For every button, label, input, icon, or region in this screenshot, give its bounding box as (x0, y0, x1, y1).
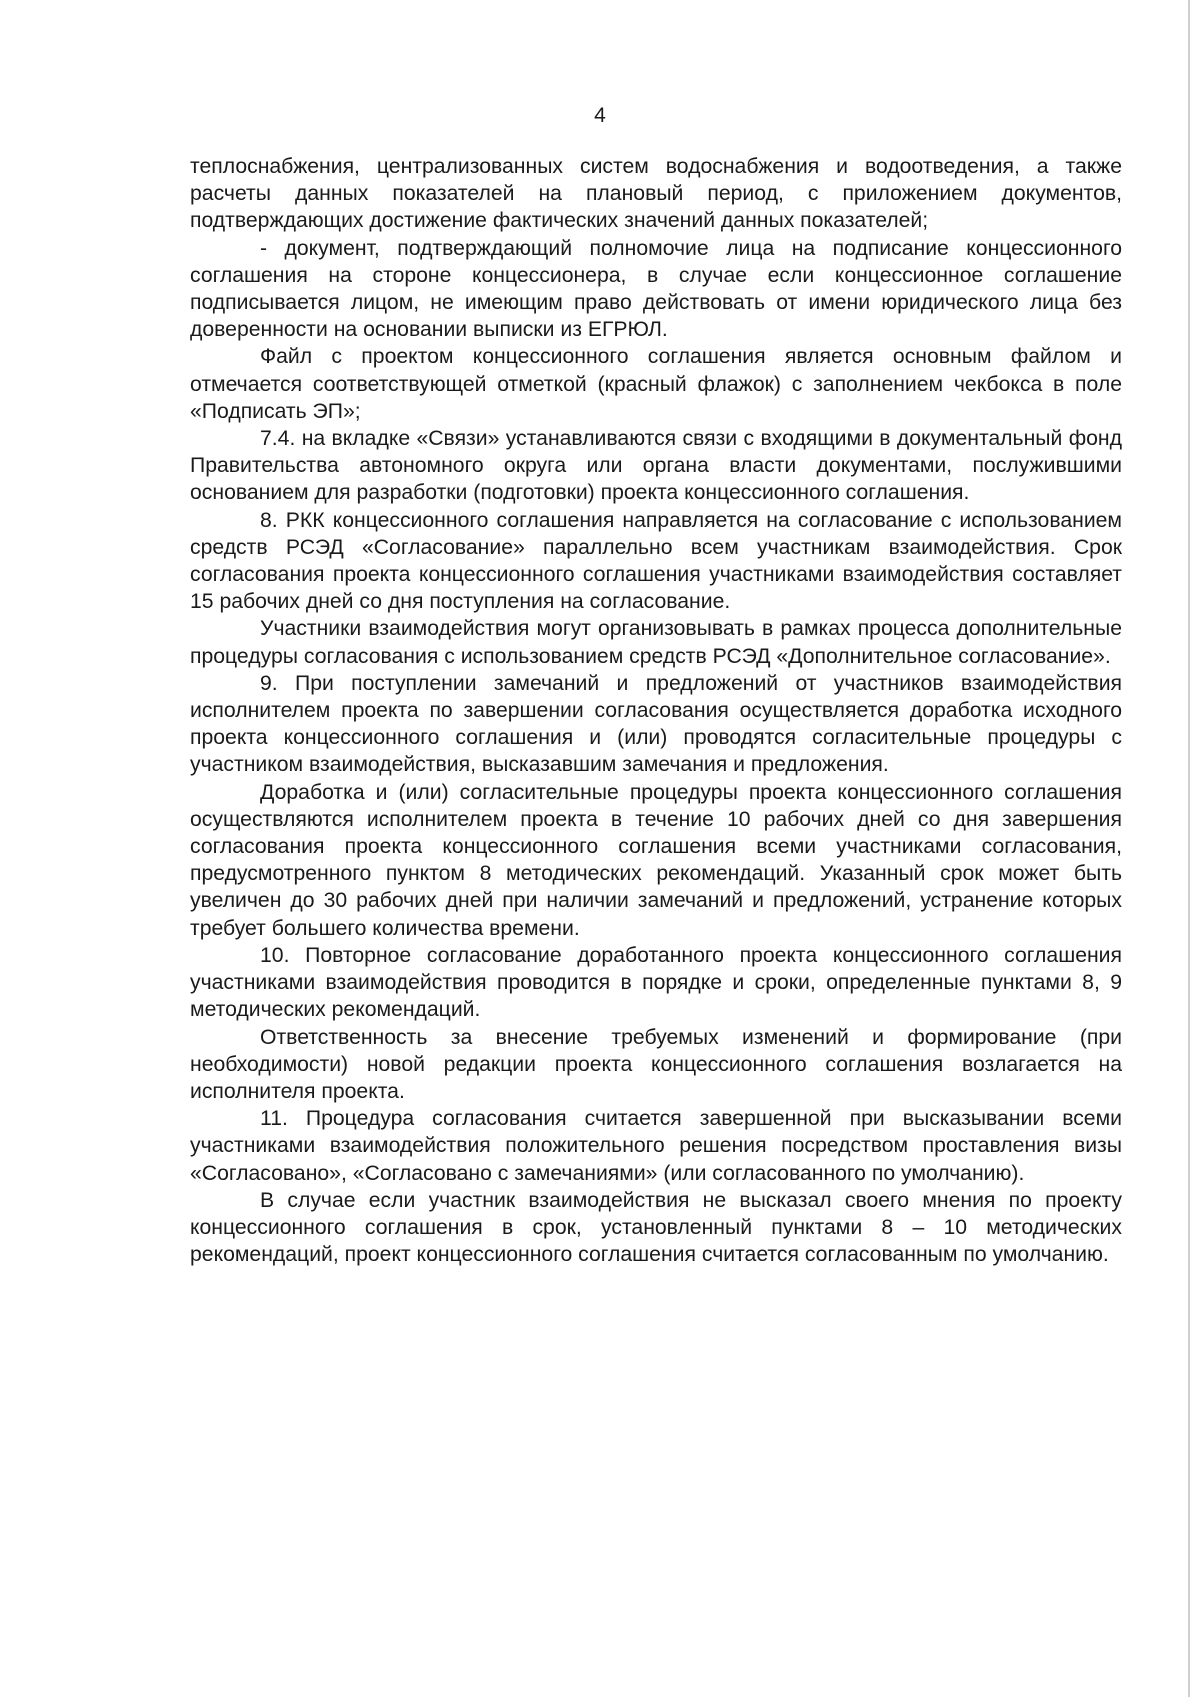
paragraph-10: 10. Повторное согласование доработанного проекта концессионного соглашения участниками взаимодействия проводится в порядке и сроки, определенные пунктами 8, 9 методических рекомендаций. (190, 943, 1122, 1022)
paragraph-8: 8. РКК концессионного соглашения направляется на согласование с использованием средств РСЭД «Согласование» параллельно всем участникам взаимодействия. Срок согласования проекта концессионного соглашения участниками взаимодействия составляет 15 рабочих дней со дня поступления на согласование. (190, 508, 1122, 614)
paragraph-responsibility: Ответственность за внесение требуемых изменений и формирование (при необходимости) новой редакции проекта концессионного соглашения возлагается на исполнителя проекта. (190, 1025, 1122, 1103)
scan-edge-line (1188, 0, 1190, 1697)
paragraph-9: 9. При поступлении замечаний и предложений от участников взаимодействия исполнителем проекта по завершении согласования осуществляется доработка исходного проекта концессионного соглашения и (или) проводятся согласительные процедуры с участником взаимодействия, высказавшим замечания и предложения. (190, 671, 1122, 777)
paragraph-11: 11. Процедура согласования считается завершенной при высказывании всеми участниками взаимодействия положительного решения посредством проставления визы «Согласовано», «Согласовано с замечаниями» (или согласованного по умолчанию). (190, 1107, 1122, 1185)
paragraph-revision: Доработка и (или) согласительные процедуры проекта концессионного соглашения осуществляются исполнителем проекта в течение 10 рабочих дней со дня завершения согласования проекта концессионного соглашения всеми участниками согласования, предусмотренного пунктом 8 методических рекомендаций. Указанный срок может быть увеличен до 30 рабочих дней при наличии замечаний и предложений, устранение которых требует большего количества времени. (190, 780, 1122, 940)
paragraph-default-approval: В случае если участник взаимодействия не высказал своего мнения по проекту концессионного соглашения в срок, установленный пунктами 8 – 10 методических рекомендаций, проект концессионного соглашения считается согласованным по умолчанию. (190, 1188, 1122, 1267)
document-body (190, 153, 1122, 1268)
paragraph-authority-document: - документ, подтверждающий полномочие лица на подписание концессионного соглашения на стороне концессионера, в случае если концессионное соглашение подписывается лицом, не имеющим право действовать от имени юридического лица без доверенности на основании выписки из ЕГРЮЛ. (190, 236, 1122, 342)
paragraph-7-4: 7.4. на вкладке «Связи» устанавливаются связи с входящими в документальный фонд Правительства автономного округа или органа власти документами, послужившими основанием для разработки (подготовки) проекта концессионного соглашения. (190, 427, 1122, 505)
paragraph-main-file: Файл с проектом концессионного соглашения является основным файлом и отмечается соответствующей отметкой (красный флажок) с заполнением чекбокса в поле «Подписать ЭП»; (190, 345, 1122, 423)
paragraph-continuation: теплоснабжения, централизованных систем водоснабжения и водоотведения, а также расчеты данных показателей на плановый период, с приложением документов, подтверждающих достижение фактических значений данных показателей; (190, 155, 1122, 233)
paragraph-additional-approval: Участники взаимодействия могут организовывать в рамках процесса дополнительные процедуры согласования с использованием средств РСЭД «Дополнительное согласование». (190, 617, 1122, 668)
page-number: 4 (594, 104, 606, 127)
